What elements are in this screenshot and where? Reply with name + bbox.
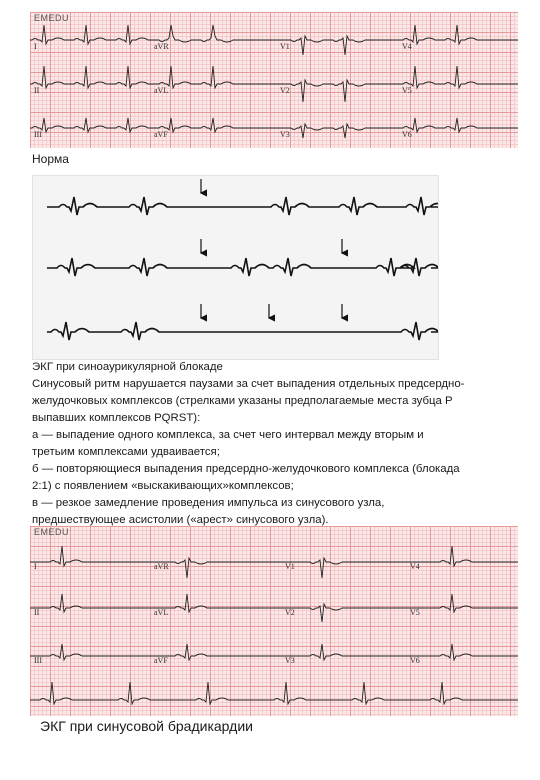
sa-block-description bbox=[32, 359, 522, 529]
ecg-normal-image bbox=[30, 12, 518, 148]
sa-block-title: ЭКГ при синоаурикулярной блокаде bbox=[32, 361, 223, 373]
lead-label: V6 bbox=[410, 656, 420, 665]
lead-label: V1 bbox=[280, 42, 290, 51]
strip-trace bbox=[47, 197, 438, 215]
ecg-trace bbox=[280, 558, 405, 578]
lead-label: II bbox=[34, 86, 40, 95]
ecg-trace bbox=[150, 25, 275, 42]
lead-label: V6 bbox=[402, 130, 412, 139]
ecg-trace bbox=[150, 644, 280, 660]
lead-label: I bbox=[34, 562, 37, 571]
lead-label: aVL bbox=[154, 608, 169, 617]
lead-label: V4 bbox=[402, 42, 412, 51]
ecg-trace bbox=[400, 118, 518, 132]
strip-trace bbox=[47, 322, 438, 340]
description-line: 2:1) с появлением «выскакивающих»комплексов; bbox=[32, 480, 294, 492]
lead-label: V2 bbox=[285, 608, 295, 617]
ecg-trace bbox=[275, 36, 400, 55]
lead-label: V4 bbox=[410, 562, 420, 571]
lead-label: aVF bbox=[154, 130, 168, 139]
sa-block-traces bbox=[33, 176, 438, 359]
ecg-trace bbox=[405, 594, 518, 612]
lead-label: III bbox=[34, 656, 42, 665]
ecg-brand-label: EMEDU bbox=[34, 13, 70, 23]
description-line: Синусовый ритм нарушается паузами за счет выпадения отдельных предсердно- bbox=[32, 378, 465, 390]
lead-label: III bbox=[34, 130, 42, 139]
description-line: б — повторяющиеся выпадения предсердно-желудочкового комплекса (блокада bbox=[32, 463, 460, 475]
lead-label: aVF bbox=[154, 656, 168, 665]
ecg-trace bbox=[150, 558, 280, 578]
description-line: желудочковых комплексов (стрелками указаны предполагаемые места зубца P bbox=[32, 395, 453, 407]
lead-label: V3 bbox=[280, 130, 290, 139]
lead-label: aVL bbox=[154, 86, 169, 95]
lead-label: I bbox=[34, 42, 37, 51]
ecg-trace bbox=[150, 594, 280, 612]
ecg-trace bbox=[30, 25, 150, 44]
description-line: выпавших комплексов PQRST): bbox=[32, 412, 201, 424]
ecg-trace bbox=[30, 66, 150, 88]
sa-block-strips-image bbox=[32, 175, 439, 360]
ecg-trace bbox=[400, 66, 518, 88]
lead-label: aVR bbox=[154, 562, 169, 571]
description-line: в — резкое замедление проведения импульса из синусового узла, bbox=[32, 497, 385, 509]
strip-trace bbox=[47, 258, 438, 276]
ecg-trace bbox=[405, 644, 518, 660]
ecg-trace bbox=[30, 546, 150, 566]
ecg-trace bbox=[280, 644, 405, 660]
ecg-brand-label: EMEDU bbox=[34, 527, 70, 537]
ecg-normal-traces bbox=[30, 12, 518, 148]
ecg-trace bbox=[400, 25, 518, 44]
ecg-trace bbox=[30, 594, 150, 612]
ecg-trace bbox=[405, 546, 518, 566]
lead-label: V1 bbox=[285, 562, 295, 571]
description-line: третьим комплексами удваивается; bbox=[32, 446, 220, 458]
ecg-trace bbox=[30, 644, 150, 660]
ecg-trace bbox=[280, 604, 405, 622]
ecg-bradycardia-image bbox=[30, 526, 518, 716]
lead-label: V5 bbox=[410, 608, 420, 617]
caption-normal: Норма bbox=[32, 152, 69, 166]
lead-label: V2 bbox=[280, 86, 290, 95]
ecg-trace bbox=[30, 682, 518, 704]
caption-bradycardia: ЭКГ при синусовой брадикардии bbox=[40, 718, 253, 734]
ecg-trace bbox=[30, 118, 150, 132]
lead-label: II bbox=[34, 608, 40, 617]
description-line: а — выпадение одного комплекса, за счет чего интервал между вторым и bbox=[32, 429, 424, 441]
description-line: предшествующее асистолии («арест» синусового узла). bbox=[32, 514, 329, 526]
ecg-trace bbox=[275, 124, 400, 138]
ecg-trace bbox=[150, 66, 275, 88]
ecg-trace bbox=[150, 118, 275, 132]
ecg-trace bbox=[275, 80, 400, 102]
lead-label: aVR bbox=[154, 42, 169, 51]
lead-label: V3 bbox=[285, 656, 295, 665]
ecg-bradycardia-traces bbox=[30, 526, 518, 716]
lead-label: V5 bbox=[402, 86, 412, 95]
